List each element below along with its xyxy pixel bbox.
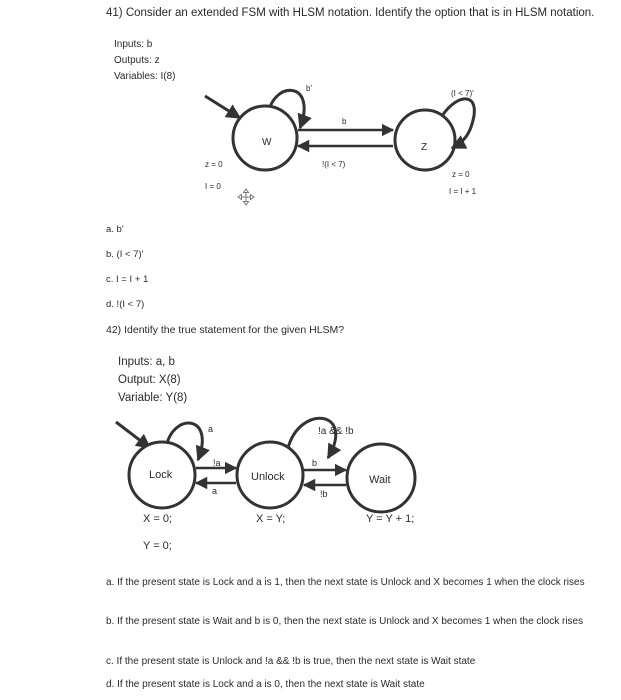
q42-label-not-a-and-not-b: !a && !b [318,426,354,437]
q41-state-z-label: Z [421,142,428,153]
q42-output: Output: X(8) [118,374,181,386]
q41-label-b: b [342,117,347,126]
q41-option-b[interactable]: b. (I < 7)' [106,249,144,260]
q42-option-d[interactable]: d. If the present state is Lock and a is 0, then the next state is Wait state [106,679,425,690]
q42-state-unlock-label: Unlock [251,471,285,483]
q42-unlock-x-output: X = Y; [256,513,286,525]
q41-w-output-i: I = 0 [205,182,221,191]
q42-label-a-loop: a [208,424,214,434]
q42-initial-arrow [116,422,150,448]
q41-label-not-i-lt-7: !(I < 7) [322,160,346,169]
q42-wait-y-output: Y = Y + 1; [366,513,415,525]
q42-option-c[interactable]: c. If the present state is Unlock and !a && !b is true, then the next state is Wait state [106,656,476,667]
q42-label-a: a [212,486,218,496]
q42-option-a[interactable]: a. If the present state is Lock and a is 1, then the next state is Unlock and X becomes 1 when the clock rises [106,577,585,588]
q42-variable: Variable: Y(8) [118,392,188,404]
move-cursor-icon [238,189,254,205]
q42-label-not-b: !b [320,489,328,499]
q41-outputs: Outputs: z [114,55,160,66]
q42-state-wait-label: Wait [369,474,391,486]
q42-label-not-a: !a [213,458,221,468]
q41-initial-arrow [205,96,240,118]
question-41-title: 41) Consider an extended FSM with HLSM notation. Identify the option that is in HLSM notation. [106,7,595,19]
q41-option-a[interactable]: a. b' [106,224,124,235]
q41-state-z [395,110,455,170]
q41-z-output-z: z = 0 [452,170,470,179]
q42-inputs: Inputs: a, b [118,356,175,368]
q41-option-c[interactable]: c. I = I + 1 [106,274,149,285]
q42-state-lock-label: Lock [149,469,173,481]
q42-label-b: b [312,458,318,468]
question-42-title: 42) Identify the true statement for the given HLSM? [106,324,345,336]
q41-z-output-i: I = I + 1 [449,187,477,196]
q41-option-d[interactable]: d. !(I < 7) [106,299,145,310]
q41-label-b-prime: b' [306,84,312,93]
q41-w-output-z: z = 0 [205,160,223,169]
q41-inputs: Inputs: b [114,39,153,50]
q42-lock-y-output: Y = 0; [143,540,172,552]
q42-option-b[interactable]: b. If the present state is Wait and b is 0, then the next state is Unlock and X becomes 1 when the clock rises [106,616,584,627]
q41-variables: Variables: I(8) [114,71,176,82]
q41-label-i-lt-7-prime: (I < 7)' [451,89,474,98]
q41-state-w-label: W [262,137,272,148]
q42-lock-x-output: X = 0; [143,513,173,525]
